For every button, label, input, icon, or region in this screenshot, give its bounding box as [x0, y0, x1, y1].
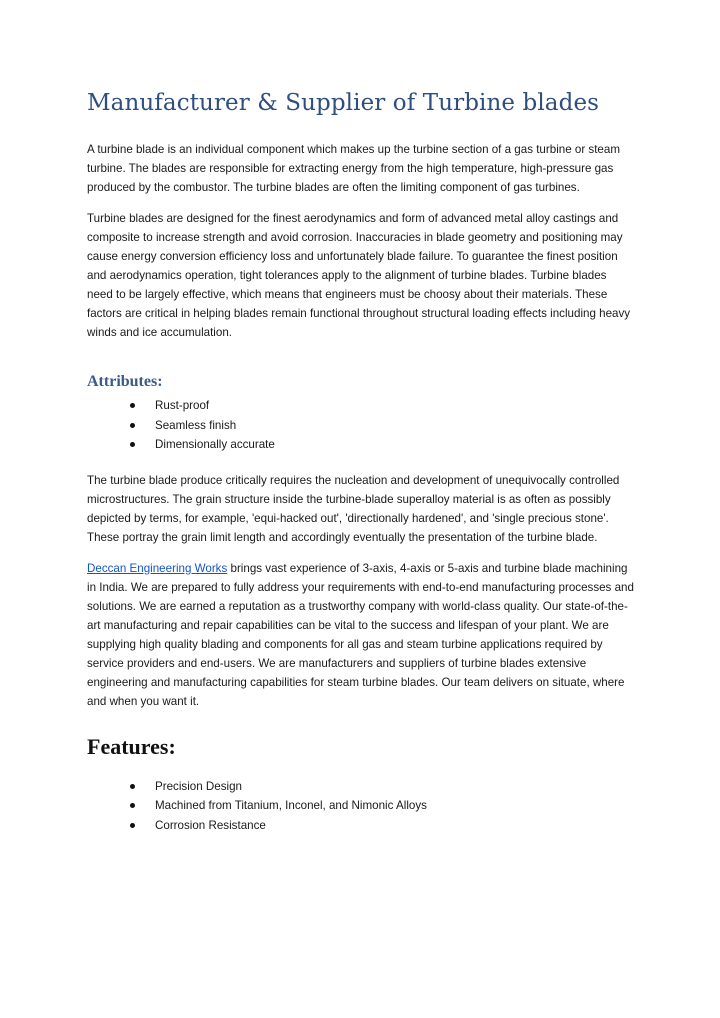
- bullet-icon: [130, 803, 135, 808]
- list-item-label: Machined from Titanium, Inconel, and Nimonic Alloys: [155, 799, 427, 812]
- attributes-list: [87, 396, 635, 455]
- list-item: [87, 816, 635, 836]
- bullet-icon: [130, 423, 135, 428]
- list-item: [87, 796, 635, 816]
- bullet-icon: [130, 442, 135, 447]
- list-item-label: Rust-proof: [155, 399, 210, 412]
- intro-paragraph: A turbine blade is an individual component which makes up the turbine section of a gas turbine or steam turbine. The blades are responsible for extracting energy from the high temperature, high-pressure gas produced by the combustor. The turbine blades are often the limiting component of gas turbines.: [87, 143, 620, 194]
- bullet-icon: [130, 823, 135, 828]
- list-item-label: Corrosion Resistance: [155, 818, 266, 832]
- list-item: [87, 396, 635, 416]
- list-item-label: Dimensionally accurate: [155, 438, 275, 451]
- list-item: [87, 416, 635, 436]
- company-paragraph: [87, 559, 635, 711]
- microstructure-paragraph: The turbine blade produce critically requires the nucleation and development of unequivocally controlled microstructures. The grain structure inside the turbine-blade superalloy material is as often as possibly depicted by terms, for example, 'equi-hacked out', 'directionally hardened', and 'single precious stone'. These portray the grain limit length and accordingly eventually the presentation of the turbine blade.: [87, 473, 620, 544]
- list-item: [87, 435, 635, 455]
- bullet-icon: [130, 403, 135, 408]
- company-paragraph-text: brings vast experience of 3-axis, 4-axis or 5-axis and turbine blade machining in India. We are prepared to fully address your requirements with end-to-end manufacturing processes and solutions. We are earned a reputation as a trustworthy company with world-class quality. Our state-of-the-art manufacturing and repair capabilities can be vital to the success and lifespan of your plant. We are supplying high quality blading and components for all gas and steam turbine applications required by service providers and end-users. We are manufacturers and suppliers of turbine blades extensive engineering and manufacturing capabilities for steam turbine blades. Our team delivers on situate, where and when you want it.: [87, 561, 634, 708]
- list-item: [87, 777, 635, 797]
- company-link[interactable]: Deccan Engineering Works: [87, 561, 228, 575]
- features-heading: Features:: [87, 733, 176, 759]
- bullet-icon: [130, 784, 135, 789]
- features-list: [87, 777, 635, 836]
- document-content: [87, 88, 635, 851]
- design-paragraph: Turbine blades are designed for the finest aerodynamics and form of advanced metal alloy castings and composite to increase strength and avoid corrosion. Inaccuracies in blade geometry and positioning may cause energy conversion efficiency loss and unfortunately blade failure. To guarantee the finest position and aerodynamics operation, tight tolerances apply to the alignment of turbine blades. Turbine blades need to be largely effective, which means that engineers must be choosy about their materials. These factors are critical in helping blades remain functional throughout structural loading effects including heavy winds and ice accumulation.: [87, 212, 631, 339]
- attributes-heading: Attributes:: [87, 373, 163, 390]
- page-title: Manufacturer & Supplier of Turbine blades: [87, 90, 600, 116]
- list-item-label: Precision Design: [155, 779, 242, 793]
- list-item-label: Seamless finish: [155, 418, 237, 432]
